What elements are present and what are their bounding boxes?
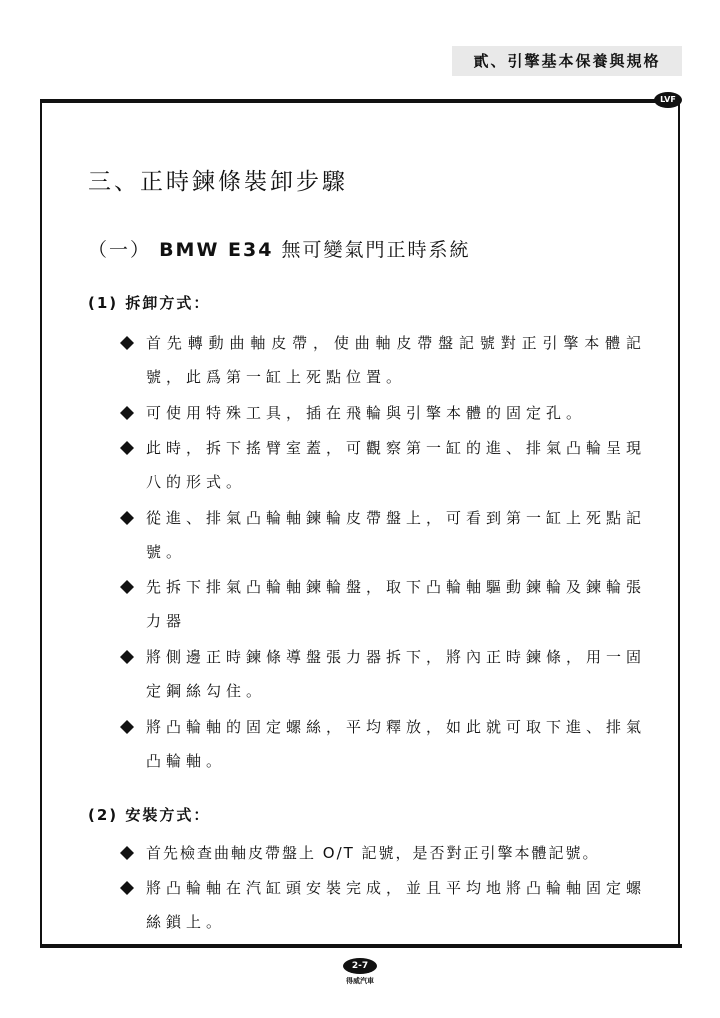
diamond-bullet-icon bbox=[120, 720, 134, 734]
diamond-bullet-icon bbox=[120, 336, 134, 350]
subsection-model: BMW E34 bbox=[159, 239, 274, 261]
subsection-title bbox=[88, 235, 471, 262]
diamond-bullet-icon bbox=[120, 441, 134, 455]
page-number: 2-7 bbox=[343, 958, 377, 974]
publisher-logo: 得威汽車 bbox=[346, 977, 374, 985]
subsection-text: 無可變氣門正時系統 bbox=[281, 239, 471, 261]
section-title: 三、正時鍊條裝卸步驟 bbox=[88, 169, 348, 195]
diamond-bullet-icon bbox=[120, 511, 134, 525]
chapter-title: 貳、引擎基本保養與規格 bbox=[452, 46, 682, 76]
header-badge: LVF bbox=[654, 92, 682, 108]
footer-rule bbox=[40, 944, 682, 948]
diamond-bullet-icon bbox=[120, 881, 134, 895]
removal-heading: (1) 拆卸方式： bbox=[88, 294, 211, 312]
diamond-bullet-icon bbox=[120, 406, 134, 420]
diamond-bullet-icon bbox=[120, 580, 134, 594]
diamond-bullet-icon bbox=[120, 846, 134, 860]
subsection-prefix: （一） bbox=[88, 239, 152, 261]
install-heading: (2) 安裝方式： bbox=[88, 806, 211, 824]
diamond-bullet-icon bbox=[120, 650, 134, 664]
